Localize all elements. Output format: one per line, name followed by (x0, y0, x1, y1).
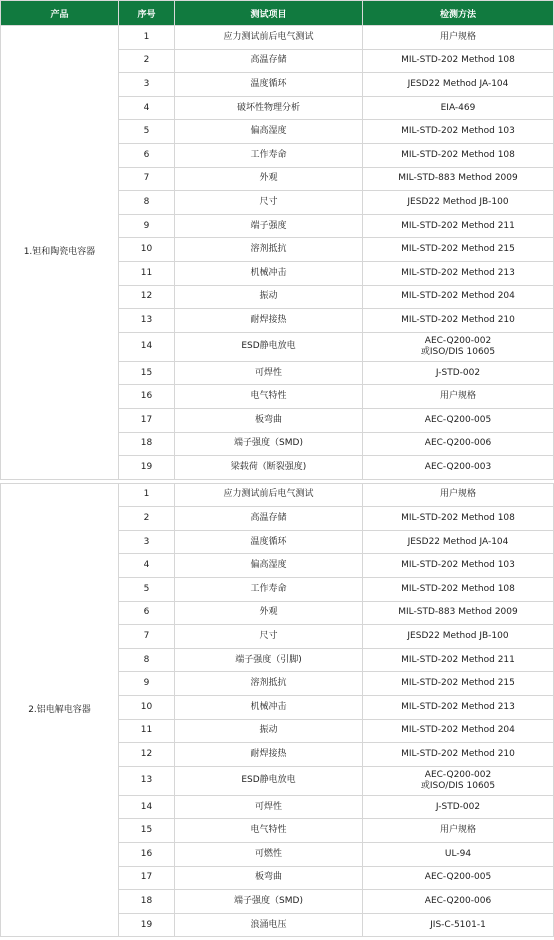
test-item-cell: 高温存储 (175, 507, 363, 531)
index-cell: 6 (119, 601, 175, 625)
index-cell: 19 (119, 913, 175, 937)
test-method-cell: MIL-STD-202 Method 215 (363, 238, 554, 262)
test-item-cell: 溶剂抵抗 (175, 238, 363, 262)
test-method-cell: AEC-Q200-002 或ISO/DIS 10605 (363, 332, 554, 361)
index-cell: 4 (119, 96, 175, 120)
index-cell: 17 (119, 408, 175, 432)
test-item-cell: 耐焊接热 (175, 309, 363, 333)
test-method-cell: MIL-STD-202 Method 211 (363, 214, 554, 238)
index-cell: 5 (119, 578, 175, 602)
test-method-cell: MIL-STD-883 Method 2009 (363, 601, 554, 625)
index-cell: 15 (119, 819, 175, 843)
index-cell: 17 (119, 866, 175, 890)
test-method-cell: UL-94 (363, 843, 554, 867)
index-cell: 2 (119, 507, 175, 531)
index-cell: 8 (119, 191, 175, 215)
index-cell: 1 (119, 483, 175, 507)
index-cell: 13 (119, 766, 175, 795)
test-method-cell: AEC-Q200-006 (363, 432, 554, 456)
test-method-cell: AEC-Q200-002 或ISO/DIS 10605 (363, 766, 554, 795)
table-row (1, 26, 554, 50)
test-method-cell: MIL-STD-202 Method 213 (363, 696, 554, 720)
index-cell: 18 (119, 432, 175, 456)
test-item-cell: 偏高湿度 (175, 554, 363, 578)
test-method-cell: MIL-STD-202 Method 210 (363, 309, 554, 333)
test-item-cell: 可焊性 (175, 795, 363, 819)
test-method-cell: MIL-STD-202 Method 108 (363, 49, 554, 73)
test-item-cell: ESD静电放电 (175, 332, 363, 361)
test-item-cell: 外观 (175, 167, 363, 191)
index-cell: 10 (119, 696, 175, 720)
index-cell: 9 (119, 214, 175, 238)
index-cell: 10 (119, 238, 175, 262)
index-cell: 7 (119, 167, 175, 191)
table-row (1, 483, 554, 507)
test-method-cell: AEC-Q200-005 (363, 866, 554, 890)
test-item-cell: 高温存储 (175, 49, 363, 73)
test-method-cell: MIL-STD-883 Method 2009 (363, 167, 554, 191)
test-item-cell: 温度循环 (175, 73, 363, 97)
test-method-cell: AEC-Q200-006 (363, 890, 554, 914)
index-cell: 5 (119, 120, 175, 144)
test-item-cell: 应力测试前后电气测试 (175, 26, 363, 50)
test-item-cell: 端子强度（SMD) (175, 432, 363, 456)
test-item-cell: 板弯曲 (175, 408, 363, 432)
index-cell: 3 (119, 530, 175, 554)
test-item-cell: 振动 (175, 719, 363, 743)
index-cell: 1 (119, 26, 175, 50)
test-method-cell: MIL-STD-202 Method 103 (363, 120, 554, 144)
test-item-cell: 尺寸 (175, 625, 363, 649)
test-method-cell: J-STD-002 (363, 361, 554, 385)
table-body (1, 26, 554, 937)
index-cell: 8 (119, 648, 175, 672)
test-method-cell: JESD22 Method JA-104 (363, 73, 554, 97)
test-method-cell: MIL-STD-202 Method 108 (363, 507, 554, 531)
header-index: 序号 (119, 1, 175, 26)
test-item-cell: 耐焊接热 (175, 743, 363, 767)
test-method-cell: MIL-STD-202 Method 108 (363, 143, 554, 167)
index-cell: 18 (119, 890, 175, 914)
test-method-cell: MIL-STD-202 Method 213 (363, 261, 554, 285)
test-item-cell: 机械冲击 (175, 696, 363, 720)
test-item-cell: 尺寸 (175, 191, 363, 215)
index-cell: 3 (119, 73, 175, 97)
test-item-cell: ESD静电放电 (175, 766, 363, 795)
index-cell: 4 (119, 554, 175, 578)
test-method-cell: AEC-Q200-003 (363, 456, 554, 480)
test-method-cell: MIL-STD-202 Method 215 (363, 672, 554, 696)
test-item-cell: 温度循环 (175, 530, 363, 554)
test-method-cell: JESD22 Method JB-100 (363, 625, 554, 649)
test-item-cell: 溶剂抵抗 (175, 672, 363, 696)
header-row (1, 1, 554, 26)
test-item-cell: 工作寿命 (175, 143, 363, 167)
test-method-cell: 用户规格 (363, 819, 554, 843)
test-method-cell: MIL-STD-202 Method 103 (363, 554, 554, 578)
product-name-cell: 2.铝电解电容器 (1, 483, 119, 937)
test-method-cell: JESD22 Method JB-100 (363, 191, 554, 215)
test-item-cell: 板弯曲 (175, 866, 363, 890)
header-product: 产品 (1, 1, 119, 26)
test-item-cell: 机械冲击 (175, 261, 363, 285)
index-cell: 14 (119, 332, 175, 361)
test-item-cell: 偏高湿度 (175, 120, 363, 144)
test-item-cell: 应力测试前后电气测试 (175, 483, 363, 507)
test-method-cell: MIL-STD-202 Method 211 (363, 648, 554, 672)
index-cell: 7 (119, 625, 175, 649)
index-cell: 2 (119, 49, 175, 73)
header-test-item: 测试项目 (175, 1, 363, 26)
test-item-cell: 外观 (175, 601, 363, 625)
test-method-cell: MIL-STD-202 Method 108 (363, 578, 554, 602)
index-cell: 11 (119, 719, 175, 743)
test-method-cell: 用户规格 (363, 26, 554, 50)
test-item-cell: 工作寿命 (175, 578, 363, 602)
index-cell: 15 (119, 361, 175, 385)
index-cell: 16 (119, 843, 175, 867)
test-method-cell: MIL-STD-202 Method 204 (363, 285, 554, 309)
index-cell: 13 (119, 309, 175, 333)
test-method-cell: 用户规格 (363, 483, 554, 507)
index-cell: 16 (119, 385, 175, 409)
index-cell: 9 (119, 672, 175, 696)
test-method-cell: MIL-STD-202 Method 204 (363, 719, 554, 743)
test-method-cell: J-STD-002 (363, 795, 554, 819)
test-item-cell: 端子强度（SMD) (175, 890, 363, 914)
index-cell: 14 (119, 795, 175, 819)
index-cell: 12 (119, 285, 175, 309)
product-name-cell: 1.钽和陶瓷电容器 (1, 26, 119, 480)
test-item-cell: 可焊性 (175, 361, 363, 385)
test-method-cell: EIA-469 (363, 96, 554, 120)
test-item-cell: 电气特性 (175, 385, 363, 409)
test-item-cell: 振动 (175, 285, 363, 309)
index-cell: 6 (119, 143, 175, 167)
index-cell: 11 (119, 261, 175, 285)
test-item-cell: 端子强度（引脚) (175, 648, 363, 672)
header-test-method: 检测方法 (363, 1, 554, 26)
test-item-cell: 电气特性 (175, 819, 363, 843)
test-method-cell: JIS-C-5101-1 (363, 913, 554, 937)
test-item-cell: 端子强度 (175, 214, 363, 238)
test-method-cell: 用户规格 (363, 385, 554, 409)
index-cell: 12 (119, 743, 175, 767)
test-item-cell: 可燃性 (175, 843, 363, 867)
test-method-cell: AEC-Q200-005 (363, 408, 554, 432)
index-cell: 19 (119, 456, 175, 480)
test-item-cell: 浪涌电压 (175, 913, 363, 937)
test-item-cell: 梁载荷（断裂强度) (175, 456, 363, 480)
test-item-cell: 破坏性物理分析 (175, 96, 363, 120)
test-method-cell: JESD22 Method JA-104 (363, 530, 554, 554)
test-method-cell: MIL-STD-202 Method 210 (363, 743, 554, 767)
